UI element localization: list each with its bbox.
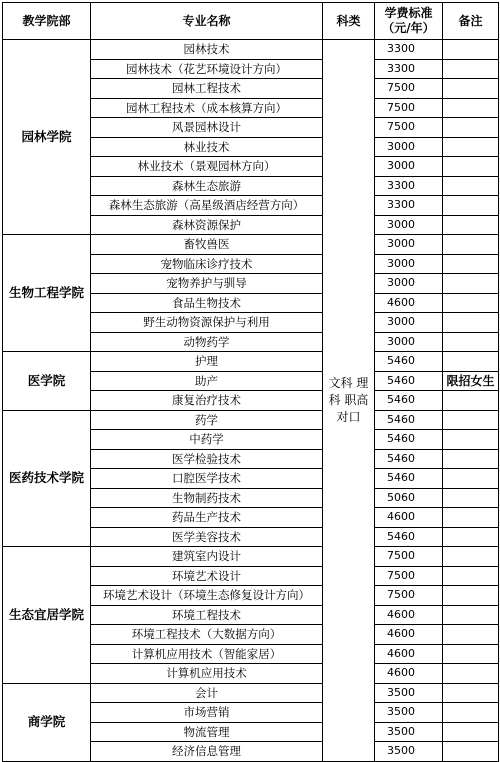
remark: [443, 527, 499, 547]
tuition-fee: 3000: [375, 137, 443, 157]
tuition-fee: 3500: [375, 722, 443, 742]
major-name: 会计: [91, 683, 323, 703]
tuition-fee: 5460: [375, 430, 443, 450]
remark: [443, 508, 499, 528]
major-name: 计算机应用技术（智能家居）: [91, 644, 323, 664]
remark: [443, 683, 499, 703]
major-name: 宠物养护与驯导: [91, 274, 323, 294]
college-name: 医药技术学院: [3, 410, 91, 547]
tuition-fee: 5460: [375, 527, 443, 547]
major-name: 环境工程技术（大数据方向）: [91, 625, 323, 645]
remark: [443, 313, 499, 333]
remark: [443, 547, 499, 567]
major-name: 经济信息管理: [91, 742, 323, 762]
major-name: 森林生态旅游: [91, 176, 323, 196]
major-name: 医学美容技术: [91, 527, 323, 547]
tuition-fee: 3300: [375, 40, 443, 60]
major-name: 畜牧兽医: [91, 235, 323, 255]
college-name: 生态宜居学院: [3, 547, 91, 684]
remark: [443, 742, 499, 762]
remark: [443, 332, 499, 352]
remark: [443, 215, 499, 235]
tuition-fee: 4600: [375, 625, 443, 645]
college-name: 园林学院: [3, 40, 91, 235]
remark: [443, 703, 499, 723]
tuition-fee: 4600: [375, 664, 443, 684]
tuition-fee: 4600: [375, 644, 443, 664]
remark: [443, 137, 499, 157]
tuition-fee: 7500: [375, 118, 443, 138]
remark: [443, 79, 499, 99]
major-name: 建筑室内设计: [91, 547, 323, 567]
major-name: 动物药学: [91, 332, 323, 352]
major-name: 环境艺术设计: [91, 566, 323, 586]
major-name: 医学检验技术: [91, 449, 323, 469]
remark: [443, 157, 499, 177]
tuition-fee: 3300: [375, 59, 443, 79]
college-name: 生物工程学院: [3, 235, 91, 352]
major-name: 风景园林设计: [91, 118, 323, 138]
major-name: 中药学: [91, 430, 323, 450]
major-name: 物流管理: [91, 722, 323, 742]
major-name: 市场营销: [91, 703, 323, 723]
major-name: 环境工程技术: [91, 605, 323, 625]
tuition-fee: 3000: [375, 274, 443, 294]
major-name: 森林生态旅游（高星级酒店经营方向）: [91, 196, 323, 216]
tuition-fee: 3300: [375, 176, 443, 196]
remark: [443, 98, 499, 118]
remark: [443, 391, 499, 411]
remark: [443, 410, 499, 430]
major-name: 园林工程技术（成本核算方向）: [91, 98, 323, 118]
remark: [443, 605, 499, 625]
major-name: 助产: [91, 371, 323, 391]
tuition-fee: 7500: [375, 586, 443, 606]
remark: [443, 664, 499, 684]
major-name: 野生动物资源保护与利用: [91, 313, 323, 333]
major-name: 口腔医学技术: [91, 469, 323, 489]
tuition-fee: 3000: [375, 332, 443, 352]
remark: [443, 176, 499, 196]
header-row: [3, 3, 499, 40]
header-fee: 学费标准（元/年）: [375, 3, 443, 40]
remark: [443, 488, 499, 508]
header-college: 教学院部: [3, 3, 91, 40]
tuition-fee-table: [2, 2, 499, 762]
major-name: 园林技术: [91, 40, 323, 60]
remark: [443, 235, 499, 255]
tuition-fee: 3500: [375, 703, 443, 723]
remark: [443, 254, 499, 274]
remark: [443, 566, 499, 586]
major-name: 食品生物技术: [91, 293, 323, 313]
subject-category: 文科 理科 职高对口: [323, 40, 375, 762]
major-name: 计算机应用技术: [91, 664, 323, 684]
major-name: 园林技术（花艺环境设计方向）: [91, 59, 323, 79]
tuition-fee: 5460: [375, 352, 443, 372]
header-major: 专业名称: [91, 3, 323, 40]
major-name: 园林工程技术: [91, 79, 323, 99]
remark: [443, 59, 499, 79]
tuition-fee: 7500: [375, 79, 443, 99]
major-name: 林业技术: [91, 137, 323, 157]
remark: [443, 293, 499, 313]
remark: [443, 118, 499, 138]
remark: [443, 274, 499, 294]
table-row: [3, 40, 499, 60]
tuition-fee: 3000: [375, 313, 443, 333]
remark: [443, 40, 499, 60]
tuition-fee: 3300: [375, 196, 443, 216]
tuition-fee: 5460: [375, 410, 443, 430]
remark: [443, 469, 499, 489]
remark: [443, 644, 499, 664]
major-name: 林业技术（景观园林方向）: [91, 157, 323, 177]
tuition-fee: 5460: [375, 469, 443, 489]
remark: [443, 449, 499, 469]
major-name: 康复治疗技术: [91, 391, 323, 411]
major-name: 药品生产技术: [91, 508, 323, 528]
tuition-fee: 5060: [375, 488, 443, 508]
remark: [443, 352, 499, 372]
major-name: 森林资源保护: [91, 215, 323, 235]
remark: [443, 625, 499, 645]
table-row: [3, 547, 499, 567]
table-row: [3, 683, 499, 703]
tuition-fee: 4600: [375, 605, 443, 625]
remark: [443, 586, 499, 606]
major-name: 护理: [91, 352, 323, 372]
remark: [443, 430, 499, 450]
table-row: [3, 410, 499, 430]
tuition-fee: 3000: [375, 235, 443, 255]
table-body: [3, 40, 499, 762]
tuition-fee: 3000: [375, 254, 443, 274]
college-name: 商学院: [3, 683, 91, 761]
tuition-fee: 3000: [375, 157, 443, 177]
header-subject: 科类: [323, 3, 375, 40]
header-remark: 备注: [443, 3, 499, 40]
tuition-fee: 4600: [375, 293, 443, 313]
major-name: 生物制药技术: [91, 488, 323, 508]
tuition-fee: 7500: [375, 566, 443, 586]
table-row: [3, 352, 499, 372]
remark: 限招女生: [443, 371, 499, 391]
tuition-fee: 3500: [375, 683, 443, 703]
major-name: 药学: [91, 410, 323, 430]
major-name: 环境艺术设计（环境生态修复设计方向）: [91, 586, 323, 606]
remark: [443, 722, 499, 742]
remark: [443, 196, 499, 216]
tuition-fee: 4600: [375, 508, 443, 528]
tuition-fee: 3500: [375, 742, 443, 762]
tuition-fee: 5460: [375, 371, 443, 391]
table-row: [3, 235, 499, 255]
tuition-fee: 5460: [375, 391, 443, 411]
college-name: 医学院: [3, 352, 91, 411]
tuition-fee: 7500: [375, 547, 443, 567]
major-name: 宠物临床诊疗技术: [91, 254, 323, 274]
tuition-fee: 5460: [375, 449, 443, 469]
tuition-fee: 3000: [375, 215, 443, 235]
tuition-fee: 7500: [375, 98, 443, 118]
